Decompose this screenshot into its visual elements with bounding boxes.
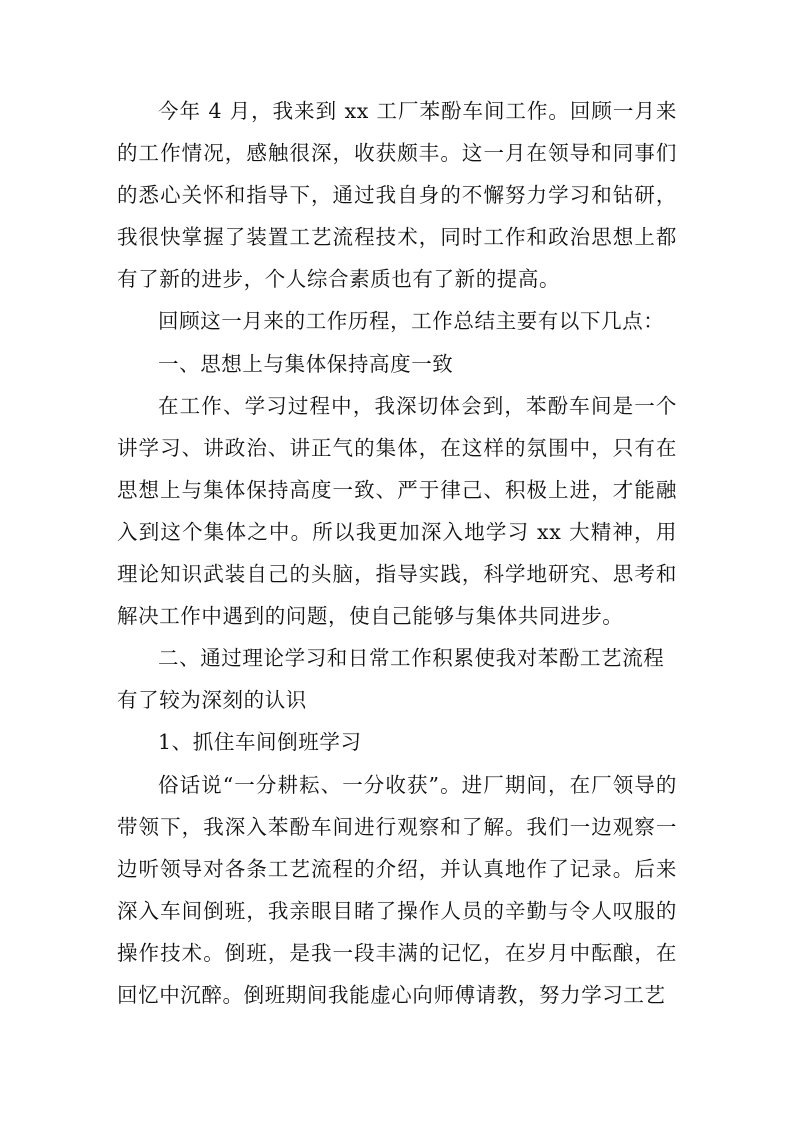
section-heading-1: 一、思想上与集体保持高度一致 — [158, 351, 454, 376]
summary-lead-paragraph: 回顾这一月来的工作历程，工作总结主要有以下几点： — [158, 309, 665, 334]
subsection-heading-1: 1、抓住车间倒班学习 — [158, 730, 362, 755]
section-1-paragraph: 在工作、学习过程中，我深切体会到，苯酚车间是一个讲学习、讲政治、讲正气的集体，在这样的氛围中，只有在思想上与集体保持高度一致、严于律己、积极上进，才能融入到这个集体之中。所以我更加深入地学习 xx 大精神，用理论知识武装自己的头脑，指导实践，科学地研究、思考和解决工作中遇到的问题，使自己能够与集体共同进步。 — [117, 393, 677, 629]
document-body — [117, 90, 677, 1016]
section-heading-2: 二、通过理论学习和日常工作积累使我对苯酚工艺流程有了较为深刻的认识 — [117, 646, 665, 713]
intro-paragraph: 今年 4 月，我来到 xx 工厂苯酚车间工作。回顾一月来的工作情况，感触很深，收获颇丰。这一月在领导和同事们的悉心关怀和指导下，通过我自身的不懈努力学习和钻研，我很快掌握了装置工艺流程技术，同时工作和政治思想上都有了新的进步，个人综合素质也有了新的提高。 — [117, 99, 677, 292]
subsection-1-paragraph: 俗话说“一分耕耘、一分收获”。进厂期间，在厂领导的带领下，我深入苯酚车间进行观察和了解。我们一边观察一边听领导对各条工艺流程的介绍，并认真地作了记录。后来深入车间倒班，我亲眼目睹了操作人员的辛勤与令人叹服的操作技术。倒班，是我一段丰满的记忆，在岁月中酝酿，在回忆中沉醉。倒班期间我能虚心向师傅请教，努力学习工艺 — [117, 772, 677, 1007]
